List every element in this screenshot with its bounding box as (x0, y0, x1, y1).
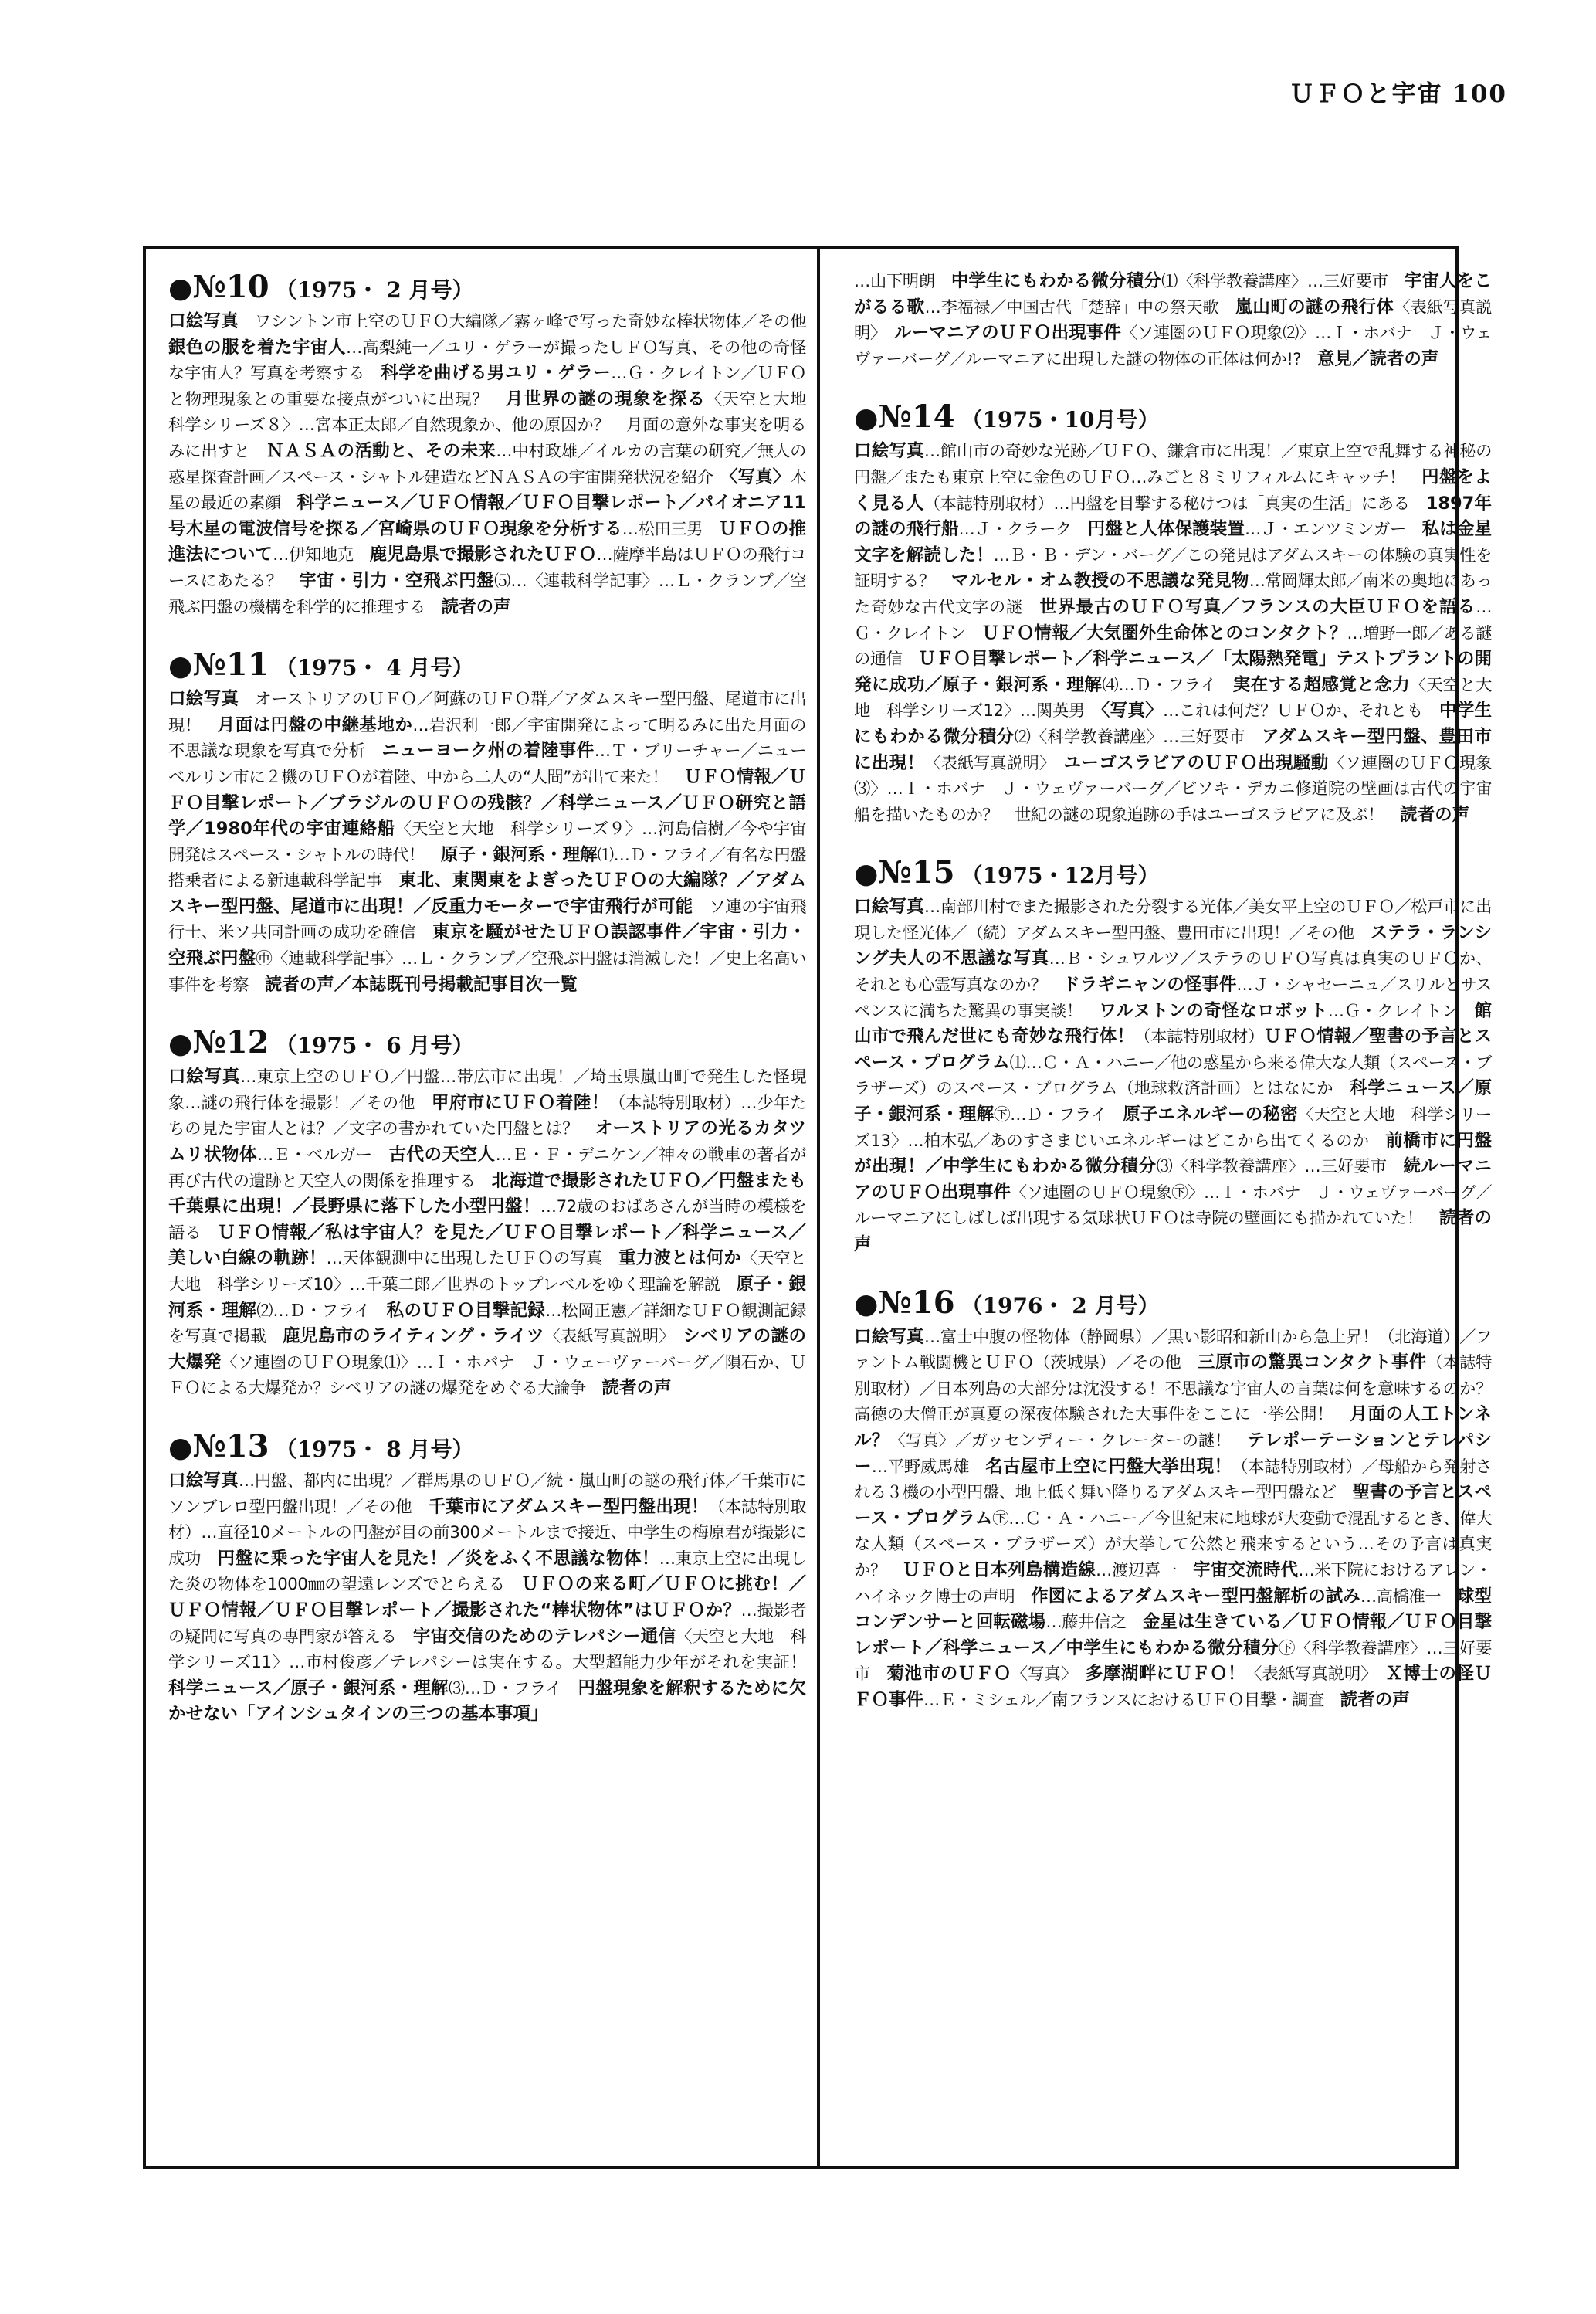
article-detail: ⑵〈科学教養講座〉…三好要市 (1014, 727, 1262, 747)
article-detail: …東京上空に出現した炎の物体を1000㎜の望遠レンズでとらえる (168, 1549, 806, 1595)
article-title: 宇宙交流時代 (1193, 1559, 1299, 1580)
article-title: 円盤をよく見る人 (854, 467, 1492, 514)
issue-number: №15 (878, 854, 955, 891)
article-detail: …伊知地克 (273, 545, 370, 565)
article-detail: 〈表紙写真説明〉 (1245, 1664, 1386, 1685)
article-title: 千葉市にアダムスキー型円盤出現！ (428, 1496, 709, 1517)
issue-contents (854, 894, 1492, 1257)
page-header (1289, 74, 1507, 109)
article-title: ＵＦＯ情報／大気圏外生命体とのコンタクト？ (981, 623, 1347, 643)
article-title: 私のＵＦＯ目撃記録 (386, 1300, 546, 1321)
article-title: 東北、東関東をよぎったＵＦＯの大編隊？／アダムスキー型円盤、尾道市に出現！／反重力モーターで宇宙飛行が可能 (168, 870, 806, 917)
article-detail: …渡辺喜一 (1095, 1560, 1194, 1580)
article-detail: …高梨純一／ユリ・ゲラーが撮ったＵＦＯ写真、その他の奇怪な宇宙人？写真を考察する (168, 338, 806, 384)
article-detail: …藤井信之 (1045, 1613, 1143, 1633)
issue-number: №10 (192, 269, 269, 305)
article-detail: …常岡輝太郎／南米の奥地にあった奇妙な古代文字の謎 (854, 572, 1492, 617)
article-title: ＵＦＯと日本列島構造線 (903, 1559, 1096, 1580)
article-detail: …Ｅ・Ｆ・デニケン／神々の戦車の著者が再び古代の遺跡と天空人の関係を推理する (168, 1145, 806, 1191)
article-title: 読者の声 (601, 1378, 672, 1399)
issue-number: №12 (192, 1024, 269, 1061)
article-detail: …Ｅ・ミシェル／南フランスにおけるＵＦＯ目撃・調査 (923, 1690, 1340, 1710)
article-title: 意見／読者の声 (1316, 348, 1439, 369)
article-detail: （本誌特別取材）…少年たちの見た宇宙人とは？／文字の書かれていた円盤とは？ (168, 1093, 806, 1139)
article-detail: 〈天空と大地 科学シリーズ12〉…関英男 (854, 675, 1492, 721)
article-title: 読者の声 (1400, 804, 1470, 825)
bullet-icon: ● (168, 272, 193, 304)
article-detail: ⑴…Ｃ・Ａ・ハニー／他の惑星から来る偉大な人類（スペース・ブラザーズ）のスペース・プログラム（地球救済計画）とはなにか (854, 1053, 1492, 1099)
issue-date: （1976・ 2 月号） (961, 1292, 1160, 1318)
article-title: 口絵写真 (168, 689, 239, 710)
article-detail: …Ｂ・シュワルツ／ステラのＵＦＯ写真は真実のＵＦＯか、それとも心霊写真なのか？ (854, 949, 1492, 996)
article-detail: ワシントン市上空のＵＦＯ大編隊／霧ヶ峰で写った奇妙な棒状物体／その他 (238, 312, 822, 331)
article-title: 重力波とは何か (618, 1248, 742, 1269)
article-title: ニューヨーク州の着陸事件 (381, 741, 595, 762)
article-title: テレポーテーションとテレパシー (854, 1430, 1492, 1477)
article-detail: ⑶〈科学教養講座〉…三好要市 (1156, 1157, 1404, 1177)
issue-contents (854, 1325, 1492, 1714)
article-detail: （本誌特別取材）…直径10メートルの円盤が目の前300メートルまで接近、中学生の梅原君が撮影に成功 (168, 1497, 806, 1569)
magazine-title: ＵＦＯと宇宙 (1289, 80, 1443, 108)
article-detail: …南部川村でまた撮影された分裂する光体／美女平上空のＵＦＯ／松戸市に出現した怪光体／（続）アダムスキー型円盤、豊田市に出現！／その他 (854, 897, 1492, 943)
article-title: マルセル・オム教授の不思議な発見物 (950, 571, 1249, 592)
bullet-icon: ● (854, 857, 879, 891)
issue-contents (854, 439, 1492, 828)
article-detail: ⑷…Ｄ・フライ (1102, 675, 1233, 695)
article-detail: ㊦…Ｄ・フライ (994, 1105, 1123, 1125)
article-title: 球型コンデンサーと回転磁場 (854, 1586, 1492, 1633)
article-title: 〈写真〉 (1101, 701, 1163, 721)
article-detail: …Ｇ・クレイトン (1327, 1001, 1475, 1021)
article-detail: …李福禄／中国古代「楚辞」中の祭天歌 (924, 297, 1235, 317)
article-title: 原子エネルギーの秘密 (1123, 1104, 1298, 1125)
article-detail: ⑸…〈連載科学記事〉…Ｌ・クランプ／空飛ぶ円盤の機構を科学的に推理する (168, 571, 806, 617)
article-detail: …高橋准一 (1360, 1586, 1457, 1607)
issue-contents (168, 687, 806, 998)
issue-number: №16 (878, 1284, 955, 1321)
issue-number: №13 (192, 1427, 269, 1464)
article-title: 口絵写真 (168, 1067, 241, 1087)
article-detail: 〈写真〉／ガッセンディー・クレーターの謎！ (889, 1430, 1248, 1450)
issue-heading (854, 399, 1492, 439)
article-title: 中学生にもわかる微分積分 (854, 701, 1492, 747)
article-title: Ｘ博士の怪ＵＦＯ事件 (854, 1664, 1492, 1710)
article-detail: 〈ソ連圏のＵＦＯ現象㊦〉…Ｉ・ホバナ Ｊ・ウェヴァーバーグ／ルーマニアにしばしば出現する気球状ＵＦＯは寺院の壁画にも描かれていた！ (854, 1182, 1492, 1229)
article-detail: …Ｇ・クレイトン／ＵＦＯと物理現象との重要な接点がついに出現？ (168, 364, 806, 409)
article-title: ワルヌトンの奇怪なロボット (1099, 1000, 1328, 1021)
issue-section (854, 854, 1492, 1257)
bullet-icon: ● (168, 1027, 193, 1060)
article-detail: …館山市の奇妙な光跡／ＵＦＯ、鎌倉市に出現！／東京上空で乱舞する神秘の円盤／またも東京上空に金色のＵＦＯ…みごと８ミリフィルムにキャッチ！ (854, 442, 1492, 487)
issue-section (854, 269, 1492, 372)
article-title: 原子・銀河系・理解 (168, 1274, 806, 1321)
article-detail: …山下明朗 (854, 272, 951, 291)
article-title: 読者の声 (441, 596, 511, 617)
issue-section (854, 1284, 1492, 1714)
issue-date: （1975・ 8 月号） (275, 1436, 474, 1462)
article-title: 1897年の謎の飛行船 (854, 493, 1492, 540)
article-detail: 〈天空と大地 科学シリーズ10〉…千葉二郎／世界のトップレベルをゆく理論を解説 (168, 1249, 806, 1294)
bullet-icon: ● (854, 402, 879, 435)
article-title: シベリアの謎の大爆発 (168, 1326, 806, 1372)
article-title: 多摩湖畔にＵＦＯ！ (1085, 1664, 1246, 1685)
issue-heading (854, 1284, 1492, 1325)
article-detail: 〈天空と大地 科学シリーズ９〉…河島信樹／今や宇宙開発はスペース・シャトルの時代！ (168, 819, 807, 865)
issue-heading (168, 1428, 806, 1468)
article-title: 月世界の謎の現象を探る (505, 388, 706, 409)
issue-date: （1975・ 6 月号） (275, 1033, 474, 1059)
article-title: 宇宙・引力・空飛ぶ円盤 (299, 570, 495, 591)
issue-contents (854, 269, 1492, 372)
bullet-icon: ● (854, 1287, 879, 1320)
article-title: ＵＦＯ目撃レポート／科学ニュース／「太陽熱発電」テストプラントの開発に成功／原子・銀河系・理解 (854, 649, 1492, 695)
issue-date: （1975・ 4 月号） (275, 655, 474, 681)
article-detail: …72歳のおばあさんが当時の模様を語る (168, 1197, 806, 1243)
issue-heading (168, 269, 806, 309)
article-title: 月面の人工トンネル？ (854, 1404, 1492, 1450)
article-detail: 〈天空と大地 科学シリーズ11〉…市村俊彦／テレパシーは実在する。大型超能力少年がそれを実証！ (168, 1627, 822, 1673)
issue-date: （1975・ 2 月号） (275, 277, 474, 303)
article-detail: 〈天空と大地 科学シリーズ13〉…柏木弘／あのすさまじいエネルギーはどこから出てくるのか (854, 1105, 1492, 1151)
article-detail: …米下院におけるアレン・ハイネック博士の声明 (854, 1560, 1492, 1607)
article-detail: …Ｊ・エンツミンガー (1244, 520, 1422, 540)
article-detail: …平野威馬雄 (871, 1457, 986, 1477)
issue-date: （1975・10月号） (961, 407, 1160, 433)
article-detail: …円盤、都内に出現？／群馬県のＵＦＯ／続・嵐山町の謎の飛行体／千葉市にソンブレロ型円盤出現！／その他 (168, 1471, 806, 1517)
page-number: 100 (1452, 80, 1507, 108)
article-title: 鹿児島県で撮影されたＵＦＯ (369, 545, 597, 565)
issue-heading (854, 854, 1492, 894)
article-title: 館山市で飛んだ世にも奇妙な飛行体！ (854, 1000, 1492, 1047)
issue-heading (168, 1024, 806, 1064)
article-detail: …Ｂ・Ｂ・デン・バーグ／この発見はアダムスキーの体験の真実性を証明する？ (854, 545, 1492, 592)
article-title: 口絵写真 (854, 897, 924, 918)
issue-contents (168, 309, 822, 620)
article-title: 作図によるアダムスキー型円盤解析の試み (1031, 1586, 1360, 1607)
article-detail: …天体観測中に出現したＵＦＯの写真 (326, 1249, 618, 1269)
article-title: 古代の天空人 (388, 1145, 496, 1165)
bullet-icon: ● (168, 650, 193, 683)
article-detail: （本誌特別取材） (1134, 1027, 1265, 1047)
article-detail: 〈写真〉 (1011, 1664, 1086, 1685)
article-detail: …松岡正憲／詳細なＵＦＯ観測記録を写真で掲載 (168, 1301, 806, 1347)
article-title: アダムスキー型円盤、豊田市に出現！ (854, 726, 1492, 773)
article-detail: 〈ソ連圏のＵＦＯ現象⑶〉…Ｉ・ホバナ Ｊ・ウェヴァーバーグ／ビソキ・デカニ修道院の壁画は古代の宇宙船を描いたものか？ 世紀の謎の現象追跡の手はユーゴスラビアに及ぶ！ (854, 753, 1492, 825)
column-left (168, 269, 822, 1754)
article-detail: …Ｊ・クラーク (958, 520, 1088, 540)
article-title: ＮＡＳＡの活動と、その未来 (266, 440, 496, 461)
article-title: 前橋市に円盤が出現！／中学生にもわかる微分積分 (854, 1130, 1492, 1177)
article-title: ＵＦＯの推進法について (168, 518, 806, 565)
article-detail: （本誌特別取材）／母船から発射される３機の小型円盤、地上低く舞い降りるアダムスキー型円盤など (854, 1457, 1492, 1503)
article-title: 読者の声／本誌既刊号掲載記事目次一覧 (264, 974, 578, 995)
article-title: 円盤現象を解釈するために欠かせない「アインシュタインの三つの基本事項」 (168, 1678, 806, 1725)
article-title: ＵＦＯ情報／聖書の予言とスペース・プログラム (854, 1026, 1492, 1073)
article-title: ＵＦＯ情報／私は宇宙人？を見た／ＵＦＯ目撃レポート／科学ニュース／美しい白線の軌跡！ (168, 1222, 806, 1269)
article-detail: ㊦…Ｃ・Ａ・ハニー／今世紀末に地球が大変動で混乱するとき、偉大な人類（スペース・ブラザーズ）が大挙して公然と飛来するという…その予言は真実か？ (854, 1508, 1492, 1580)
article-detail: ⑶…Ｄ・フライ (448, 1678, 578, 1698)
issue-section (854, 399, 1492, 828)
article-detail: …薩摩半島はＵＦＯの飛行コースにあたる？ (168, 545, 806, 591)
article-detail: オーストリアのＵＦＯ／阿蘇のＵＦＯ群／アダムスキー型円盤、尾道市に出現！ (168, 690, 806, 735)
issue-date: （1975・12月号） (961, 863, 1160, 889)
article-detail: ㊦〈科学教養講座〉…三好要市 (854, 1638, 1492, 1685)
article-detail: …Ｊ・シャセーニュ／スリルとサスペンスに満ちた驚異の事実談！ (854, 975, 1493, 1021)
article-title: 中学生にもわかる微分積分 (950, 271, 1162, 291)
article-detail: …東京上空のＵＦＯ／円盤…帯広市に出現！／埼玉県嵐山町で発生した怪現象…謎の飛行体を撮影！／その他 (168, 1067, 806, 1113)
article-title: 私は金星文字を解読した！ (854, 519, 1492, 565)
article-title: 鹿児島市のライティング・ライツ (282, 1326, 544, 1347)
article-title: 世界最古のＵＦＯ写真／フランスの大臣ＵＦＯを語る (1039, 596, 1476, 617)
issue-section (168, 269, 822, 620)
article-detail: …これは何だ？ＵＦＯか、それとも (1162, 701, 1439, 721)
article-detail: ⑵…Ｄ・フライ (256, 1301, 387, 1321)
bullet-icon: ● (168, 1430, 193, 1464)
article-title: 続ルーマニアのＵＦＯ出現事件 (854, 1156, 1492, 1203)
article-title: 銀色の服を着た宇宙人 (168, 337, 347, 358)
issue-number: №11 (192, 646, 269, 684)
article-detail: …中村政雄／イルカの言葉の研究／無人の惑星探査計画／スペース・シャトル建造などＮＡＳＡの宇宙開発状況を紹介 (168, 441, 806, 487)
article-title: 科学ニュース／ＵＦＯ情報／ＵＦＯ目撃レポート／パイオニア11号木星の電波信号を探る／宮崎県のＵＦＯ現象を分析する (168, 493, 806, 539)
article-title: 宇宙人をこがるる歌 (854, 271, 1492, 317)
article-detail: （本誌特別取材）／日本列島の大部分は沈没する！不思議な宇宙人の言葉は何を意味するのか？高徳の大僧正が真夏の深夜体験された大事件をここに一挙公開！ (854, 1353, 1492, 1425)
article-detail: ⑴〈科学教養講座〉…三好要市 (1161, 272, 1405, 291)
article-title: 三原市の驚異コンタクト事件 (1197, 1352, 1427, 1373)
article-title: ユーゴスラビアのＵＦＯ出現騒動 (1063, 752, 1329, 773)
issue-section (168, 646, 806, 998)
article-detail: 〈表紙写真説明〉 (924, 753, 1064, 773)
article-title: ルーマニアのＵＦＯ出現事件 (894, 323, 1122, 344)
article-title: 実在する超感覚と念力 (1232, 674, 1411, 695)
article-detail: （本誌特別取材）…円盤を目撃する秘けつは「真実の生活」にある (923, 494, 1426, 514)
article-title: 嵐山町の謎の飛行体 (1235, 297, 1394, 317)
article-detail: ㊥〈連載科学記事〉…Ｌ・クランプ／空飛ぶ円盤は消滅した！／史上名高い事件を考察 (168, 949, 806, 995)
article-title: 聖書の予言とスペース・プログラム (854, 1482, 1492, 1529)
column-right (854, 269, 1492, 1740)
issue-number: №14 (878, 399, 955, 436)
article-detail: 〈ソ連圏のＵＦＯ現象⑵〉…Ｉ・ホバナ Ｊ・ウェヴァーバーグ／ルーマニアに出現した謎の物体の正体は何か!? (854, 324, 1492, 369)
article-title: 科学を曲げる男ユリ・ゲラー (381, 363, 612, 384)
article-title: 読者の声 (854, 1208, 1492, 1254)
article-title: 〈写真〉 (729, 467, 791, 487)
issue-contents (168, 1468, 822, 1728)
article-title: 口絵写真 (168, 1470, 239, 1491)
article-detail: …Ｔ・ブリーチャー／ニューベルリン市に２機のＵＦＯが着陸、中から二人の“人間”が出て来た！ (168, 741, 806, 787)
article-title: 口絵写真 (854, 441, 924, 462)
article-title: 北海道で撮影されたＵＦＯ／円盤またも千葉県に出現！／長野県に落下した小型円盤！ (168, 1170, 806, 1217)
article-title: ステラ・ランシング夫人の不思議な写真 (854, 922, 1492, 969)
article-title: 円盤と人体保護装置 (1087, 519, 1245, 540)
column-divider (817, 246, 820, 2169)
article-title: 甲府市にＵＦＯ着陸！ (431, 1092, 609, 1113)
article-title: 宇宙交信のためのテレパシー通信 (412, 1626, 676, 1647)
article-detail: …Ｇ・クレイトン (854, 597, 1492, 643)
article-title: 原子・銀河系・理解 (440, 844, 598, 865)
article-detail: ⑴…Ｄ・フライ／有名な円盤搭乗者による新連載科学記事 (168, 845, 806, 891)
article-title: 金星は生きている／ＵＦＯ情報／ＵＦＯ目撃レポート／科学ニュース／中学生にもわかる微分積分 (854, 1612, 1492, 1658)
article-detail: …富士中腹の怪物体（静岡県）／黒い影昭和新山から急上昇！（北海道）／ファントム戦闘機とＵＦＯ（茨城県）／その他 (854, 1327, 1492, 1373)
article-title: 名古屋市上空に円盤大挙出現！ (985, 1456, 1232, 1477)
article-title: 円盤に乗った宇宙人を見た！／炎をふく不思議な物体！ (217, 1548, 659, 1569)
article-detail: 〈ソ連圏のＵＦＯ現象⑴〉…Ｉ・ホバナ Ｊ・ウェーヴァーバーグ／隕石か、ＵＦＯによる大爆発か？シベリアの謎の爆発をめぐる大論争 (168, 1352, 806, 1399)
article-detail: 〈表紙写真説明〉 (854, 297, 1492, 344)
article-detail: …増野一郎／ある謎の通信 (854, 623, 1493, 670)
article-title: 口絵写真 (854, 1326, 924, 1347)
article-title: ドラギニャンの怪事件 (1062, 975, 1237, 996)
issue-section (168, 1024, 806, 1402)
article-detail: …松田三男 (622, 519, 720, 539)
issue-contents (168, 1064, 806, 1402)
article-title: 月面は円盤の中継基地か (217, 714, 413, 735)
article-title: 科学ニュース／原子・銀河系・理解 (168, 1678, 449, 1698)
article-title: 菊池市のＵＦＯ (886, 1664, 1011, 1685)
article-title: 読者の声 (1340, 1689, 1410, 1710)
article-detail: ソ連の宇宙飛行士、米ソ共同計画の成功を確信 (168, 897, 806, 943)
article-title: ＵＦＯ情報／ＵＦＯ目撃レポート／ブラジルのＵＦＯの残骸？／科学ニュース／ＵＦＯ研究と語学／1980年代の宇宙連絡船 (168, 766, 806, 840)
article-title: オーストリアの光るカタツムリ状物体 (168, 1118, 806, 1165)
article-detail: …Ｅ・ベルガー (257, 1145, 389, 1165)
issue-heading (168, 646, 806, 687)
article-title: 科学ニュース／原子・銀河系・理解 (854, 1078, 1492, 1125)
article-detail: 〈天空と大地 科学シリーズ８〉…宮本正太郎／自然現象か、他の原因か？ 月面の意外な事実を明るみに出すと (168, 389, 822, 461)
issue-section (168, 1427, 822, 1728)
article-detail: 木星の最近の素顔 (168, 467, 806, 514)
article-detail: 〈表紙写真説明〉 (544, 1327, 683, 1347)
article-title: 東京を騒がせたＵＦＯ誤認事件／宇宙・引力・空飛ぶ円盤 (168, 922, 806, 969)
article-title: ＵＦＯの来る町／ＵＦＯに挑む！／ＵＦＯ情報／ＵＦＯ目撃レポート／撮影された“棒状物体”はＵＦＯか？ (168, 1574, 806, 1620)
article-title: 口絵写真 (168, 311, 239, 331)
article-detail: …撮影者の疑問に写真の専門家が答える (168, 1600, 806, 1647)
article-detail: …岩沢利一郎／宇宙開発によって明るみに出た月面の不思議な現象を写真で分析 (168, 715, 806, 762)
